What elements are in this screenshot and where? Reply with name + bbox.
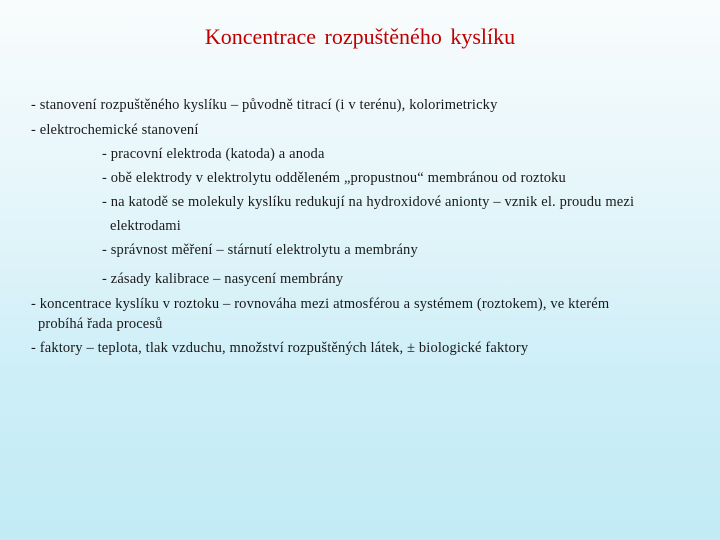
slide-title: Koncentrace rozpuštěného kyslíku [204,24,516,49]
sub-bullet-redukce-continuation: elektrodami [110,218,181,234]
sub-bullet-kalibrace: - zásady kalibrace – nasycení membrány [102,271,344,287]
sub-bullet-membrana: - obě elektrody v elektrolytu odděleném „propustnou“ membránou od roztoku [102,170,566,186]
bullet-elektrochemicke: - elektrochemické stanovení [31,122,199,138]
sub-bullet-redukce: - na katodě se molekuly kyslíku redukují na hydroxidové anionty – vznik el. proudu mezi [102,194,635,210]
bullet-faktory: - faktory – teplota, tlak vzduchu, množství rozpuštěných látek, ± biologické faktory [31,340,529,356]
bullet-koncentrace: - koncentrace kyslíku v roztoku – rovnováha mezi atmosférou a systémem (roztokem), ve kterém [31,296,610,312]
bullet-koncentrace-continuation: probíhá řada procesů [38,316,163,332]
sub-bullet-elektrody: - pracovní elektroda (katoda) a anoda [102,146,325,162]
bullet-stanoveni: - stanovení rozpuštěného kyslíku – původně titrací (i v terénu), kolorimetricky [31,97,498,113]
sub-bullet-spravnost: - správnost měření – stárnutí elektrolytu a membrány [102,242,418,258]
